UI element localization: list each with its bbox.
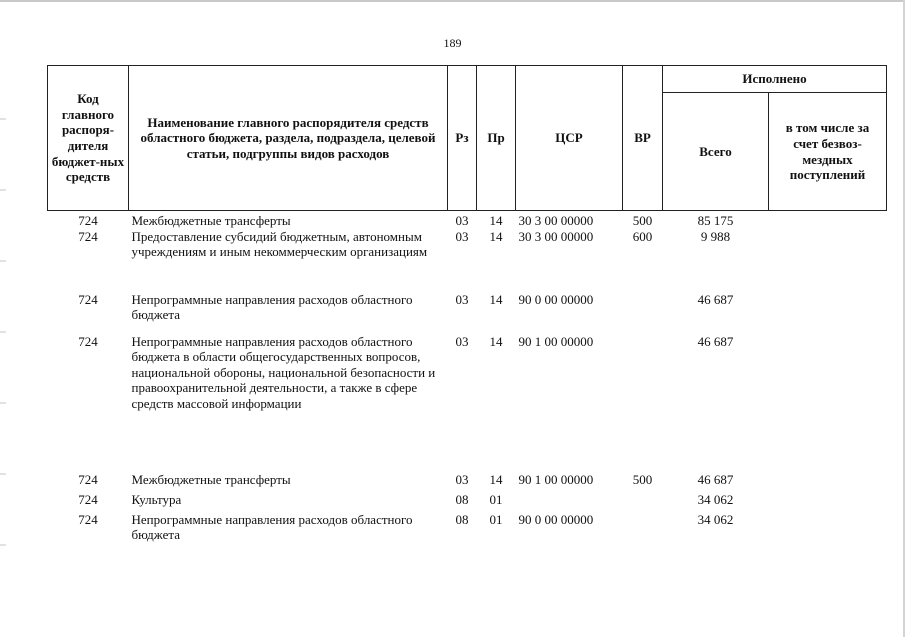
table-header [48,66,887,211]
cell-vr [623,492,663,512]
cell-gratuitous [769,229,887,292]
scan-edge-top [0,0,905,2]
cell-code: 724 [78,291,98,307]
cell-rz: 03 [455,228,469,244]
cell-rz: 03 [455,291,469,307]
cell-name: Предоставление субсидий бюджетным, автономным учреждениям и иным некоммерческим организациям [131,228,428,260]
header-vr: ВР [623,66,663,211]
cell-gratuitous [769,472,887,492]
cell-rz: 03 [455,471,469,487]
cell-vr [623,292,663,334]
cell-csr: 90 0 00 00000 [518,291,594,307]
cell-rz: 08 [455,511,469,527]
cell-gratuitous [769,492,887,512]
table-row [48,472,887,492]
table-row [48,292,887,334]
cell-gratuitous [769,512,887,548]
table-row [48,229,887,292]
header-gratuitous: в том числе за счет безвоз-мездных поступлений [769,93,887,211]
page-number: 189 [443,36,462,50]
cell-vr: 500 [632,471,653,487]
cell-name: Непрограммные направления расходов областного бюджета [131,511,413,543]
cell-rz: 03 [455,333,469,349]
cell-csr: 30 3 00 00000 [518,213,594,228]
cell-total: 34 062 [697,491,734,507]
cell-csr: 90 1 00 00000 [518,333,594,349]
header-csr: ЦСР [516,66,623,211]
cell-total: 9 988 [700,228,731,244]
cell-gratuitous [769,292,887,334]
cell-csr [516,492,623,512]
cell-pr: 14 [489,228,503,244]
cell-name: Межбюджетные трансферты [131,471,291,487]
header-code: Код главного распоря-дителя бюджет-ных средств [48,66,129,211]
cell-name: Непрограммные направления расходов областного бюджета [131,291,413,323]
cell-csr: 90 1 00 00000 [518,471,594,487]
cell-rz: 03 [455,213,469,228]
cell-code: 724 [78,213,98,228]
table-row [48,512,887,548]
cell-gratuitous [769,211,887,229]
header-name: Наименование главного распорядителя средств областного бюджета, раздела, подраздела, целевой статьи, подгруппы видов расходов [129,66,448,211]
cell-total: 46 687 [697,333,734,349]
cell-rz: 08 [455,491,469,507]
table-row [48,492,887,512]
cell-name: Культура [131,491,182,507]
cell-name: Непрограммные направления расходов областного бюджета в области общегосударственных вопросов, национальной обороны, национальной безопасности и правоохранительной деятельности, а также в сфере средств массовой информации [131,333,436,411]
cell-gratuitous [769,334,887,472]
cell-code: 724 [78,471,98,487]
cell-csr: 90 0 00 00000 [518,511,594,527]
cell-csr: 30 3 00 00000 [518,228,594,244]
cell-pr: 14 [489,471,503,487]
cell-vr: 600 [632,228,653,244]
cell-code: 724 [78,511,98,527]
cell-vr [623,334,663,472]
cell-pr: 14 [489,291,503,307]
scan-specks [0,80,6,560]
budget-table [47,65,887,548]
cell-total: 34 062 [697,511,734,527]
cell-total: 46 687 [697,291,734,307]
table-body [48,211,887,548]
cell-vr [623,512,663,548]
table-row [48,334,887,472]
cell-name: Межбюджетные трансферты [131,213,291,228]
header-total: Всего [663,93,769,211]
cell-total: 85 175 [697,213,734,228]
cell-vr: 500 [632,213,653,228]
header-executed: Исполнено [663,66,887,93]
table-row [48,211,887,229]
cell-pr: 14 [489,213,503,228]
cell-code: 724 [78,333,98,349]
cell-code: 724 [78,491,98,507]
cell-total: 46 687 [697,471,734,487]
cell-pr: 01 [489,511,503,527]
cell-pr: 01 [489,491,503,507]
header-rz: Рз [448,66,477,211]
header-pr: Пр [477,66,516,211]
cell-code: 724 [78,228,98,244]
cell-pr: 14 [489,333,503,349]
